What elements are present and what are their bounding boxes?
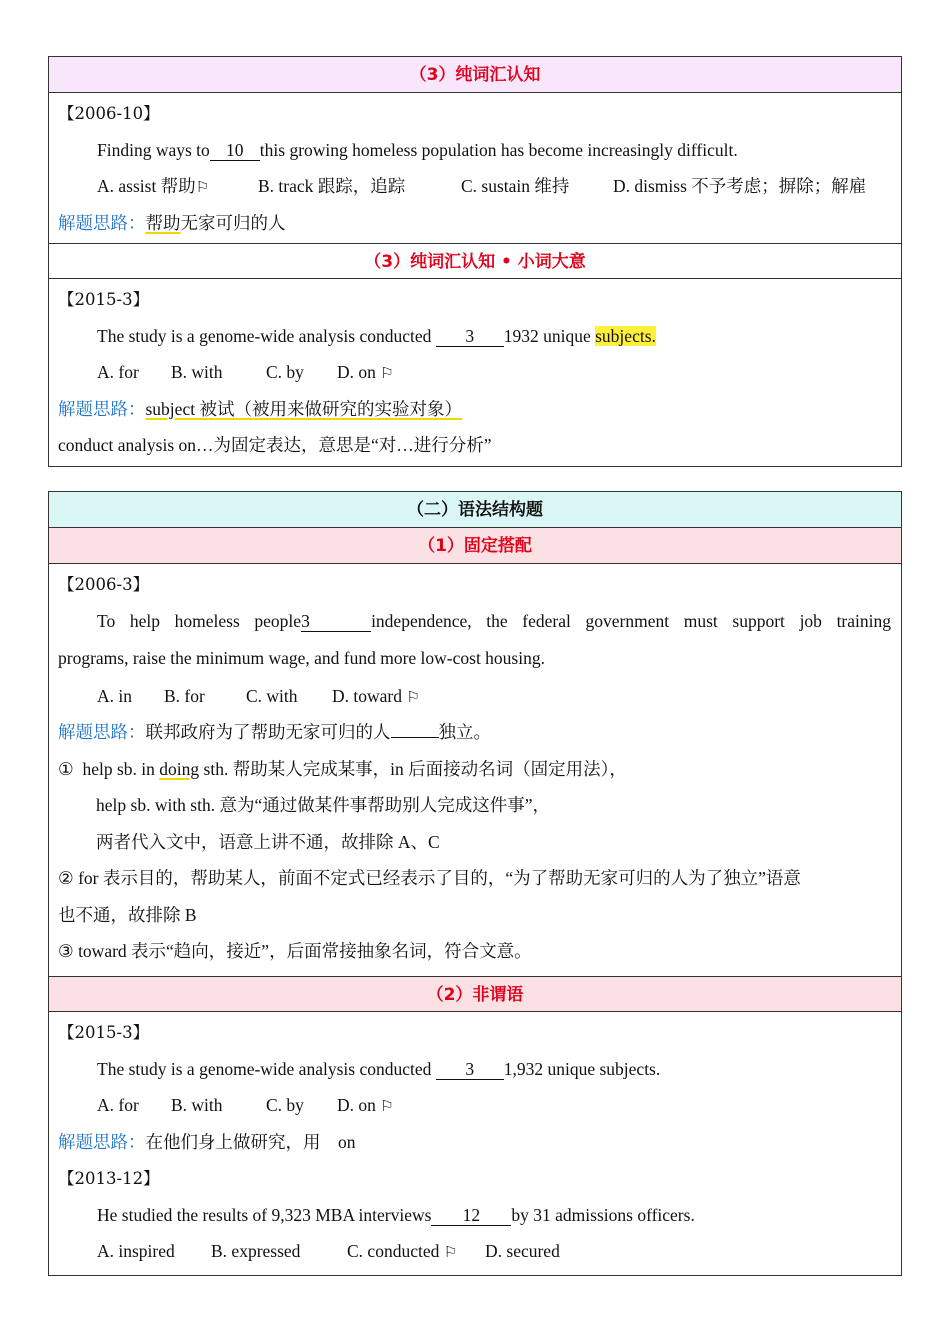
flag-icon: ⚐ — [380, 364, 394, 382]
question-tag: 【2015-3】 — [58, 290, 150, 309]
explain-point-2b: 也不通，故排除 B — [58, 904, 197, 925]
vocab-section — [48, 56, 902, 467]
answer-blank: 3 — [436, 1059, 504, 1080]
question-stem: He studied the results of 9,323 MBA interviews 12 by 31 admissions officers. — [97, 1204, 695, 1225]
section-header-fixed-collocation: （1）固定搭配 — [49, 528, 901, 564]
option-a: A. in — [97, 685, 132, 706]
option-c: C. conducted ⚐ — [347, 1241, 458, 1261]
explain-point-3: ③ toward 表示“趋向，接近”，后面常接抽象名词，符合文意。 — [58, 941, 532, 961]
options-row — [58, 354, 891, 391]
option-c: C. by — [266, 362, 304, 382]
option-d: D. on ⚐ — [337, 362, 394, 382]
option-b: B. for — [164, 685, 205, 706]
option-d: D. dismiss 不予考虑；摒除；解雇 — [613, 176, 867, 196]
question-stem: Finding ways to 10 this growing homeless population has become increasingly difficult. — [97, 139, 738, 160]
option-d: D. on ⚐ — [337, 1095, 394, 1115]
hint-line: 解题思路：联邦政府为了帮助无家可归的人 独立。 — [58, 722, 491, 742]
section-header-grammar: （二）语法结构题 — [49, 492, 901, 528]
option-c: C. with — [246, 685, 298, 706]
question-2015-3-b — [49, 1012, 901, 1276]
option-d: D. secured — [485, 1241, 560, 1261]
option-b: B. with — [171, 362, 223, 382]
hint-label: 解题思路： — [58, 1131, 146, 1152]
option-b: B. with — [171, 1095, 223, 1115]
answer-blank: 12 — [431, 1205, 511, 1226]
question-stem-line2: programs, raise the minimum wage, and fund more low-cost housing. — [58, 648, 545, 668]
option-d: D. toward ⚐ — [332, 685, 420, 706]
flag-icon: ⚐ — [406, 687, 420, 706]
option-c: C. by — [266, 1095, 304, 1115]
question-stem: The study is a genome-wide analysis conducted 3 1932 unique subjects. — [97, 325, 656, 346]
question-tag: 【2006-10】 — [58, 104, 160, 123]
hint-label: 解题思路： — [58, 398, 146, 419]
hint-label: 解题思路： — [58, 722, 146, 742]
option-a: A. assist 帮助⚐ — [97, 176, 210, 196]
explain-point-1c: 两者代入文中，语意上讲不通，故排除 A、C — [96, 831, 440, 852]
explain-point-2: ② for 表示目的，帮助某人，前面不定式已经表示了目的，“为了帮助无家可归的人为了独立”语意 — [58, 868, 801, 888]
answer-blank: 10 — [210, 140, 260, 161]
explain-point-1: ① help sb. in doing sth. 帮助某人完成某事，in 后面接动名词（固定用法）， — [58, 758, 627, 779]
question-stem-line1: To help homeless people3 independence, the federal government must support job training — [97, 610, 892, 631]
option-a: A. for — [97, 1095, 139, 1115]
options-row — [58, 1233, 891, 1270]
option-b: B. track 跟踪，追踪 — [258, 176, 406, 196]
hint-line: 解题思路：帮助无家可归的人 — [58, 212, 286, 233]
hint-line: 解题思路：在他们身上做研究，用 on — [58, 1131, 356, 1152]
section-header-small-words: （3）纯词汇认知 • 小词大意 — [49, 243, 901, 279]
options-row — [58, 1087, 891, 1124]
option-a: A. inspired — [97, 1241, 175, 1261]
hint-label: 解题思路： — [58, 212, 146, 233]
flag-icon: ⚐ — [443, 1243, 458, 1261]
flag-icon: ⚐ — [380, 1097, 394, 1115]
question-tag: 【2015-3】 — [58, 1023, 150, 1042]
section-header-nonfinite: （2）非谓语 — [49, 976, 901, 1012]
answer-blank: 3 — [436, 326, 504, 347]
grammar-section — [48, 491, 902, 1276]
options-row — [58, 168, 891, 205]
options-row — [58, 678, 891, 715]
option-c: C. sustain 维持 — [461, 176, 570, 196]
question-stem: The study is a genome-wide analysis conducted 3 1,932 unique subjects. — [97, 1058, 661, 1079]
hint-blank — [391, 737, 439, 738]
option-b: B. expressed — [211, 1241, 301, 1261]
note-line: conduct analysis on…为固定表达，意思是“对…进行分析” — [58, 435, 492, 455]
option-a: A. for — [97, 362, 139, 382]
question-2006-3 — [49, 564, 901, 976]
section-header-vocab: （3）纯词汇认知 — [49, 57, 901, 93]
question-tag: 【2006-3】 — [58, 575, 150, 594]
question-2015-3-a — [49, 279, 901, 470]
explain-point-1b: help sb. with sth. 意为“通过做某件事帮助别人完成这件事”， — [96, 795, 551, 815]
question-tag: 【2013-12】 — [58, 1169, 160, 1188]
flag-icon: ⚐ — [195, 178, 210, 196]
answer-blank: 3 — [301, 611, 371, 632]
question-2006-10 — [49, 93, 901, 243]
hint-line: 解题思路：subject 被试（被用来做研究的实验对象） — [58, 398, 462, 419]
